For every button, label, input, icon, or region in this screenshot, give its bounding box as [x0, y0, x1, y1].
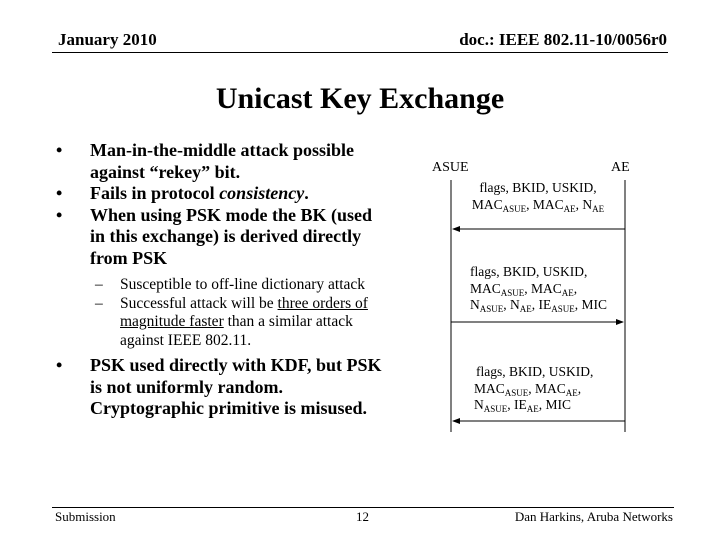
message-label-3 — [470, 364, 620, 414]
sub-bullet-text: than a similar attack against IEEE 802.11. — [120, 313, 353, 349]
bullet-text: . — [304, 183, 309, 203]
bullet-icon: • — [56, 183, 63, 203]
message-line: $MAC_{ASUE}$, $MAC_{AE}$, — [470, 280, 578, 298]
message-label-2 — [462, 264, 618, 314]
dash-icon: – — [95, 294, 103, 312]
bullet-text: Man-in-the-middle attack possible against “rekey” bit. — [90, 140, 355, 182]
bullet-icon: • — [56, 355, 63, 375]
bullet-text: PSK used directly with KDF, but PSK is not uniformly random. Cryptographic primitive is misused. — [90, 355, 382, 418]
ae-label: AE — [611, 160, 630, 175]
footer-submission: Submission — [55, 509, 116, 524]
message-line: flags, BKID, USKID, — [476, 364, 594, 379]
sub-bullet-text: Susceptible to off-line dictionary attack — [120, 276, 366, 293]
message-line: $N_{ASUE}$, $IE_{AE}$, MIC — [474, 397, 572, 414]
slide-title: Unicast Key Exchange — [215, 82, 505, 115]
sub-bullet-text: Successful attack will be — [120, 294, 278, 312]
footer-author: Dan Harkins, Aruba Networks — [514, 509, 673, 524]
dash-icon: – — [95, 276, 103, 293]
asue-label: ASUE — [432, 160, 469, 175]
header-date: January 2010 — [58, 30, 157, 49]
bullet-icon: • — [56, 140, 63, 160]
message-line: $N_{ASUE}$, $N_{AE}$, $IE_{ASUE}$, MIC — [470, 297, 608, 314]
message-line: $MAC_{ASUE}$, $MAC_{AE}$, $N_{AE}$ — [471, 196, 605, 214]
footer-rule — [52, 507, 674, 508]
bullet-text: Fails in protocol — [90, 183, 220, 203]
message-line: $MAC_{ASUE}$, $MAC_{AE}$, — [474, 380, 582, 398]
header-doc-id: doc.: IEEE 802.11-10/0056r0 — [459, 30, 667, 49]
underlined-text: three orders of magnitude faster — [120, 294, 368, 330]
message-line: flags, BKID, USKID, — [470, 264, 588, 279]
message-line: flags, BKID, USKID, — [479, 180, 597, 195]
page-number: 12 — [356, 509, 369, 524]
bullet-text: When using PSK mode the BK (used in this exchange) is derived directly from PSK — [90, 204, 373, 268]
emphasis-text: consistency — [219, 183, 305, 203]
bullet-icon: • — [56, 204, 63, 225]
message-label-1 — [448, 180, 628, 213]
